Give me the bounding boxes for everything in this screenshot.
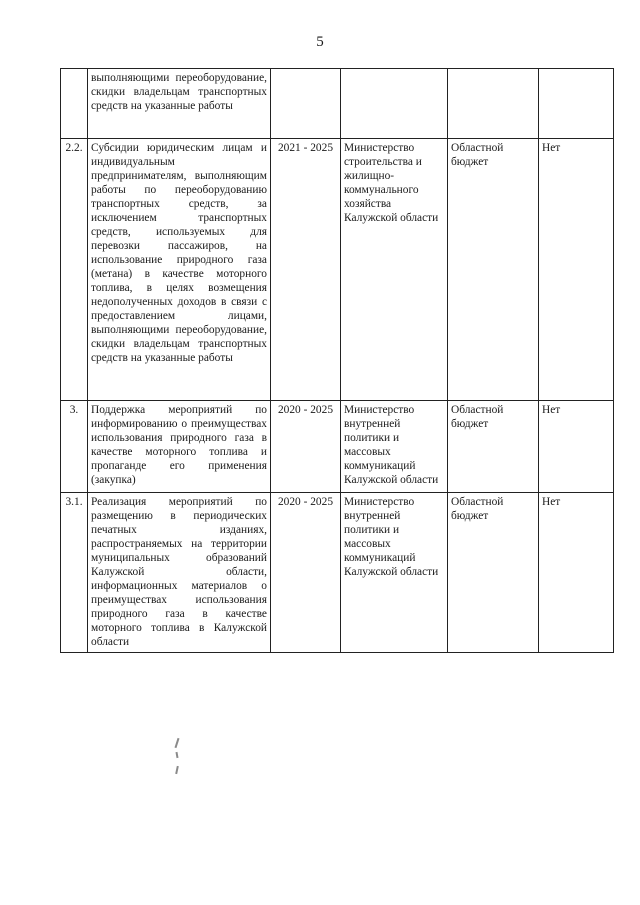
table-row: [61, 139, 614, 401]
extra-column: Нет: [539, 139, 614, 401]
row-number: 3.: [61, 401, 88, 493]
extra-column: [539, 69, 614, 139]
scan-artifact: [175, 752, 178, 758]
measure-description: Реализация мероприятий по размещению в периодических печатных изданиях, распространяемых на территории муниципальных образований Калужской области, информационных материалов о преимуществах использования природного газа в качестве моторного топлива в Калужской области: [88, 493, 271, 653]
responsible-executor: Министерство внутренней политики и массовых коммуникаций Калужской области: [341, 493, 448, 653]
extra-column: Нет: [539, 493, 614, 653]
scan-artifact: [175, 738, 180, 748]
implementation-years: [271, 69, 341, 139]
implementation-years: 2021 - 2025: [271, 139, 341, 401]
scan-artifact: [175, 766, 179, 774]
extra-column: Нет: [539, 401, 614, 493]
table-row: [61, 401, 614, 493]
funding-source: Областной бюджет: [448, 401, 539, 493]
measure-description: Субсидии юридическим лицам и индивидуальным предпринимателям, выполняющим работы по переоборудованию транспортных средств, за исключением транспортных средств, используемых для перевозки пассажиров, на использование природного газа (метана) в качестве моторного топлива, в целях возмещения недополученных доходов в связи с предоставлением лицами, выполняющими переоборудование, скидки владельцам транспортных средств на указанные работы: [88, 139, 271, 401]
measures-table: [60, 68, 614, 653]
responsible-executor: Министерство строительства и жилищно-коммунального хозяйства Калужской области: [341, 139, 448, 401]
row-number: [61, 69, 88, 139]
funding-source: Областной бюджет: [448, 139, 539, 401]
funding-source: Областной бюджет: [448, 493, 539, 653]
implementation-years: 2020 - 2025: [271, 401, 341, 493]
table-row: [61, 493, 614, 653]
responsible-executor: Министерство внутренней политики и массовых коммуникаций Калужской области: [341, 401, 448, 493]
table-row: [61, 69, 614, 139]
responsible-executor: [341, 69, 448, 139]
row-number: 3.1.: [61, 493, 88, 653]
funding-source: [448, 69, 539, 139]
page-number: 5: [316, 34, 324, 50]
measure-description: Поддержка мероприятий по информированию о преимуществах использования природного газа в качестве моторного топлива и пропаганде его применения (закупка): [88, 401, 271, 493]
measure-description: выполняющими переоборудование, скидки владельцам транспортных средств на указанные работы: [88, 69, 271, 139]
row-number: 2.2.: [61, 139, 88, 401]
implementation-years: 2020 - 2025: [271, 493, 341, 653]
